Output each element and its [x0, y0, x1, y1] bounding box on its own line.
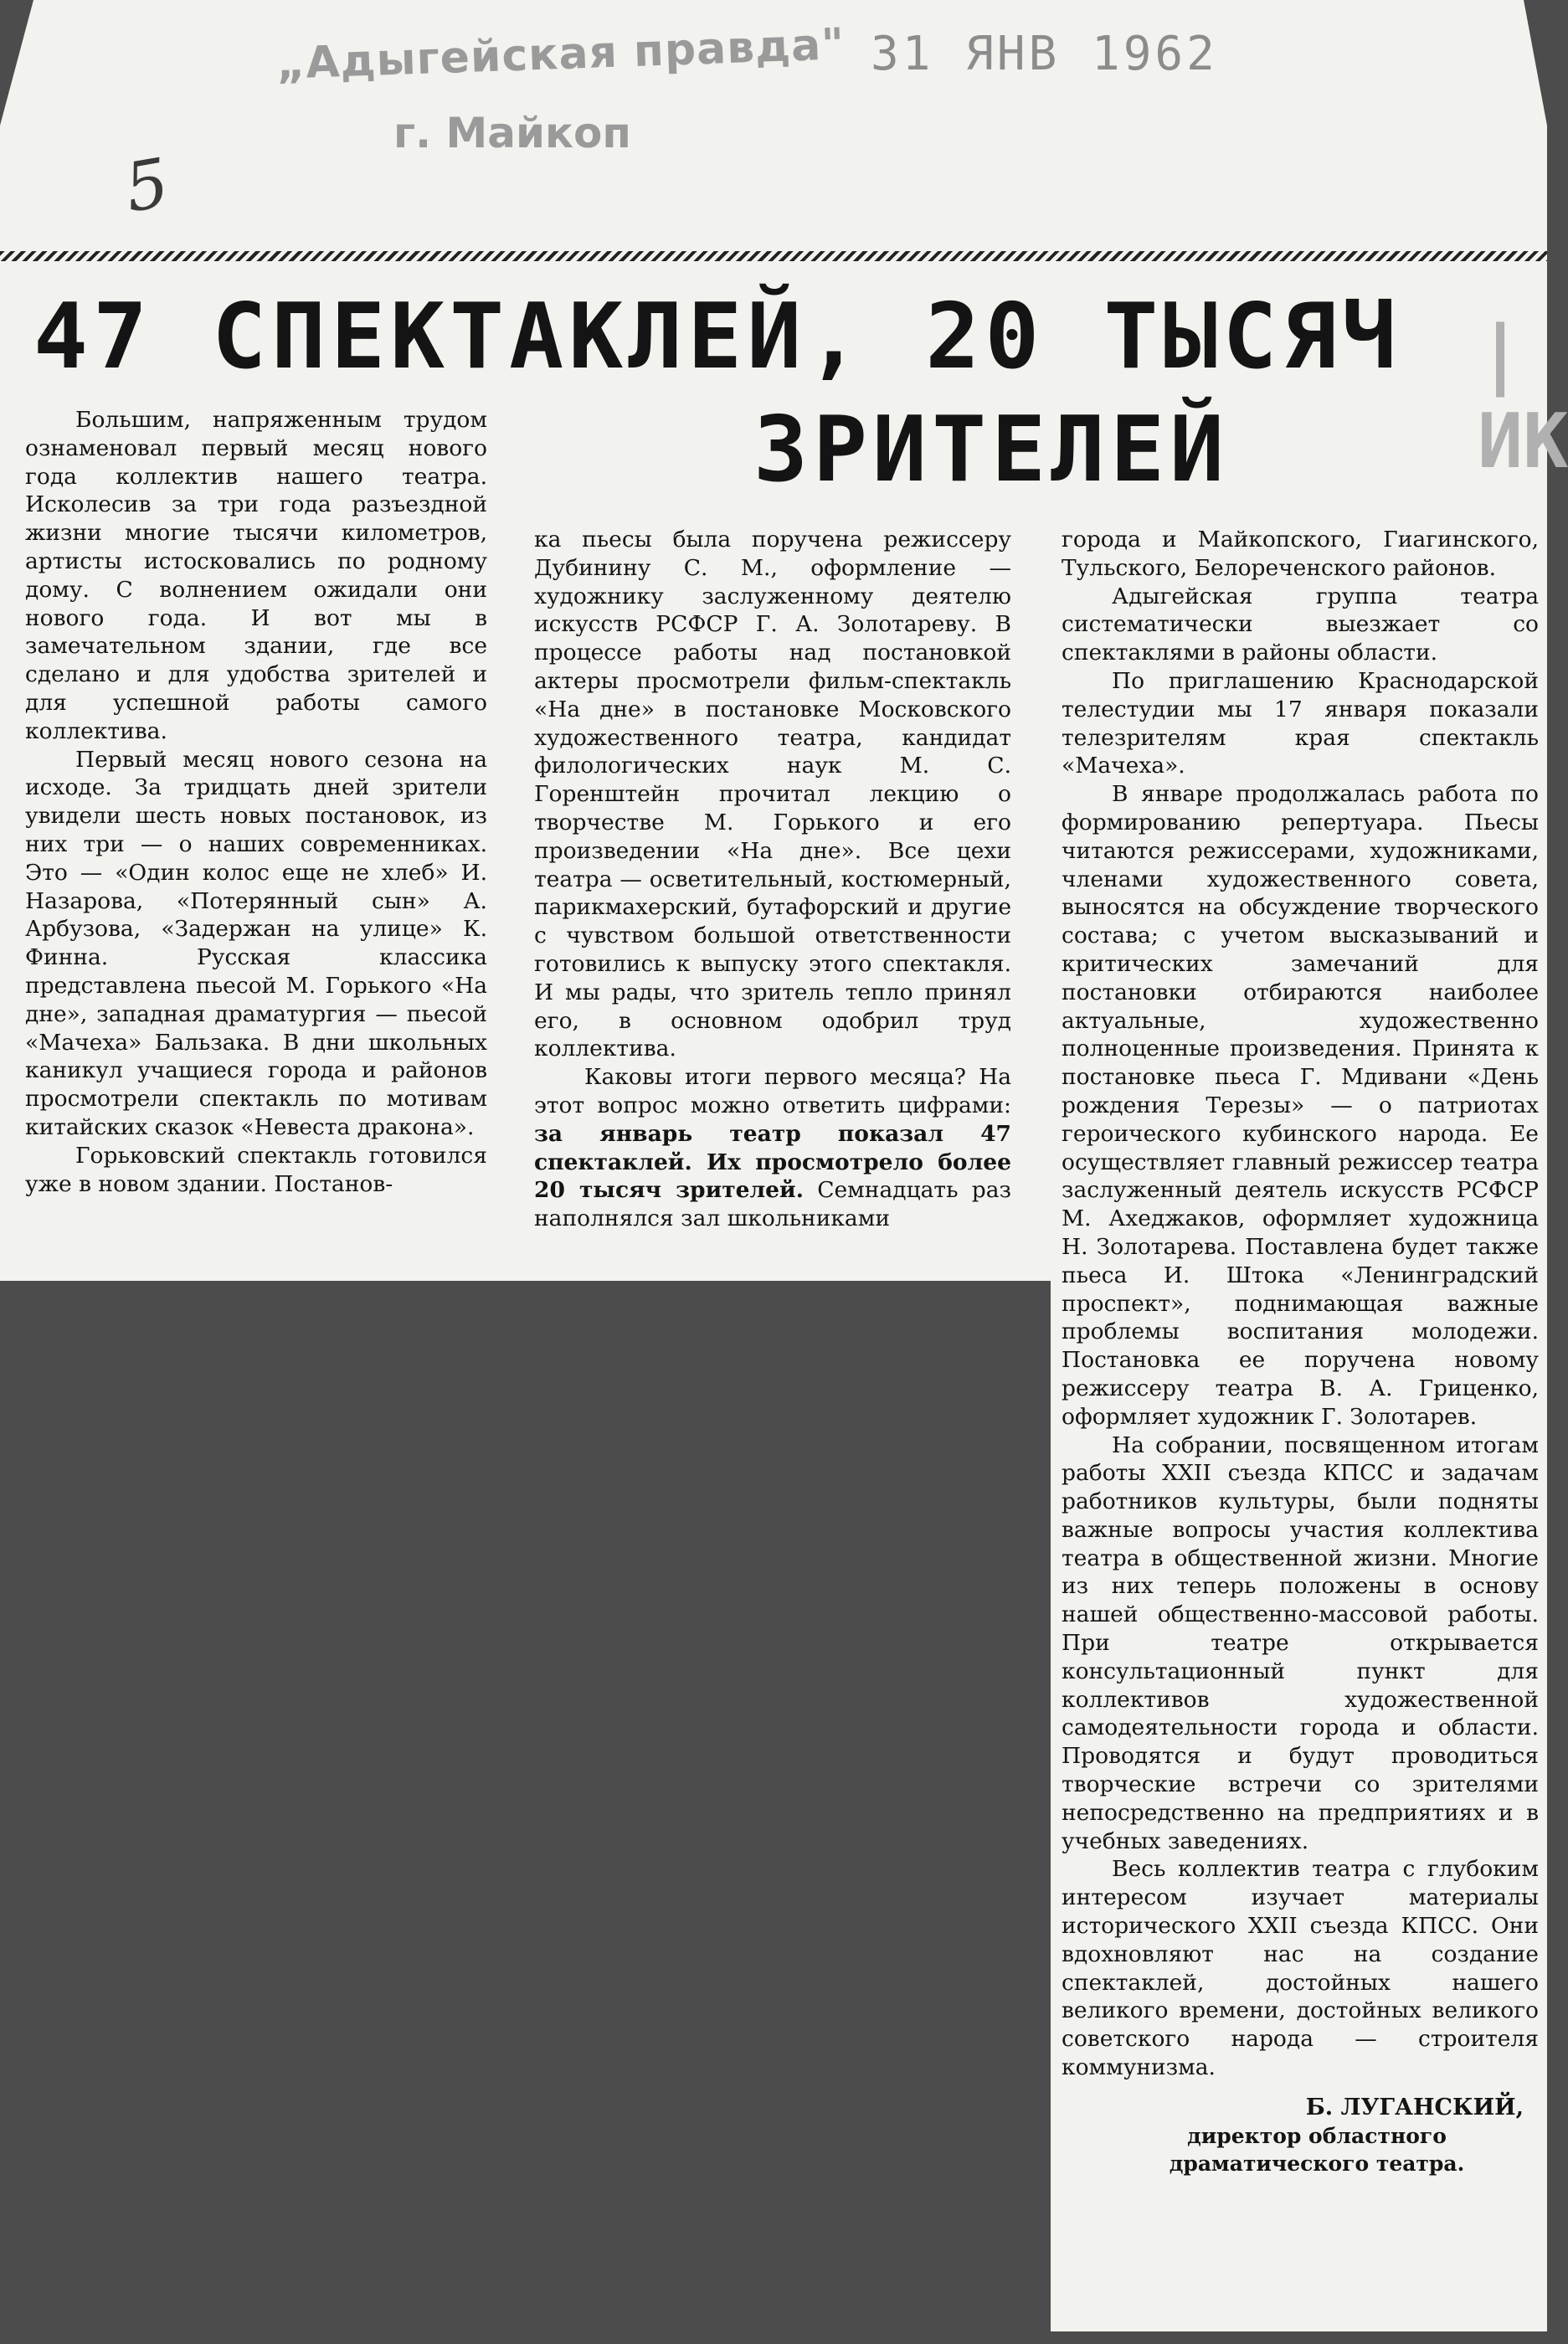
paragraph — [534, 1063, 1011, 1233]
paragraph-text: Семнадцать раз наполнялся зал школьниками — [534, 1177, 1011, 1232]
paragraph: Первый месяц нового сезона на исходе. За тридцать дней зрители увидели шесть новых постановок, из них три — о наших современниках. Это — «Один колос еще не хлеб» И. Назарова, «Потерянный сын» А. Арбузова, «Задержан на улице» К. Финна. Русская классика представлена пьесой М. Горького «На дне», западная драматургия — пьесой «Мачеха» Бальзака. В дни школьных каникул учащиеся города и районов просмотрели спектакль по мотивам китайских сказок «Невеста дракона». — [25, 746, 487, 1140]
paragraph: Горьковский спектакль готовился уже в новом здании. Постанов- — [25, 1142, 487, 1197]
newspaper-stamp: „Адыгейская правда" — [275, 19, 846, 90]
article-column-1 — [25, 406, 487, 1198]
article-column-3 — [1062, 526, 1539, 2178]
handwritten-mark: 5 — [119, 143, 175, 228]
paragraph: ка пьесы была поручена режиссеру Дубинину С. М., оформление — художнику заслуженному деятелю искусств РСФСР Г. А. Золотареву. В процессе работы над постановкой актеры просмотрели фильм-спектакль «На дне» в постановке Московского художественного театра, кандидат филологических наук М. С. Горенштейн прочитал лекцию о творчестве М. Горького и его произведении «На дне». Все цехи театра — осветительный, костюмерный, парикмахерский, бутафорский и другие с чувством большой ответственности готовились к выпуску этого спектакля. И мы рады, что зритель тепло принял его, в основном одобрил труд коллектива. — [534, 527, 1011, 1062]
paragraph: По приглашению Краснодарской телестудии мы 17 января показали телезрителям края спектакль «Мачеха». — [1062, 667, 1539, 779]
paragraph: В январе продолжалась работа по формированию репертуара. Пьесы читаются режиссерами, художниками, членами художественного совета, выносятся на обсуждение творческого состава; с учетом высказываний и критических замечаний для постановки отбираются наиболее актуальные, художественно полноценные произведения. Принята к постановке пьеса Г. Мдивани «День рождения Терезы» — о патриотах героического кубинского народа. Ее осуществляет главный режиссер театра заслуженный деятель искусств РСФСР М. Ахеджаков, оформляет художница Н. Золотарева. Поставлена будет также пьеса И. Штока «Ленинградский проспект», поднимающая важные проблемы воспитания молодежи. Постановка ее поручена новому режиссеру театра В. А. Гриценко, оформляет художник Г. Золотарев. — [1062, 781, 1539, 1430]
article-column-2 — [534, 526, 1011, 1233]
signature — [1062, 2094, 1539, 2178]
paragraph: Большим, напряженным трудом ознаменовал первый месяц нового года коллектив нашего театра. Исколесив за три года разъездной жизни многие тысячи километров, артисты истосковались по родному дому. С волнением ожидали они нового года. И вот мы в замечательном здании, где все сделано и для удобства зрителей и для успешной работы самого коллектива. — [25, 407, 487, 744]
paragraph: Весь коллектив театра с глубоким интересом изучает материалы исторического XXII съезда КПСС. Они вдохновляют нас на создание спектаклей, достойных нашего великого времени, достойных великого советского народа — строителя коммунизма. — [1062, 1856, 1539, 2081]
author-title: директор областного драматического театра. — [1169, 2123, 1465, 2177]
faded-bleed-through-text: |ИК — [1478, 310, 1568, 486]
date-stamp: 31 ЯНВ 1962 — [871, 27, 1218, 81]
paragraph: На собрании, посвященном итогам работы XXII съезда КПСС и задачам работников культуры, были подняты важные вопросы участия коллектива театра в общественной жизни. Многие из них теперь положены в основу нашей общественно-массовой работы. При театре открывается консультационный пункт для коллективов художественной самодеятельности города и области. Проводятся и будут проводиться творческие встречи со зрителями непосредственно на предприятиях и в учебных заведениях. — [1062, 1432, 1539, 1854]
headline-line-1: 47 СПЕКТАКЛЕЙ, 20 ТЫСЯЧ — [33, 285, 1401, 389]
city-stamp: г. Майкоп — [393, 109, 631, 157]
paragraph: Адыгейская группа театра систематически выезжает со спектаклями в районы области. — [1062, 583, 1539, 666]
author-name: Б. ЛУГАНСКИЙ, — [1305, 2094, 1524, 2120]
highlighted-result: за январь театр показал 47 спектаклей. Их просмотрело более 20 тысяч зрителей. — [534, 1120, 1011, 1204]
hatched-divider — [0, 251, 1547, 261]
headline-line-2: ЗРИТЕЛЕЙ — [753, 398, 1230, 502]
paragraph: города и Майкопского, Гиагинского, Тульского, Белореченского районов. — [1062, 527, 1539, 581]
paragraph-text: Каковы итоги первого месяца? На этот вопрос можно ответить цифрами: — [534, 1064, 1011, 1118]
